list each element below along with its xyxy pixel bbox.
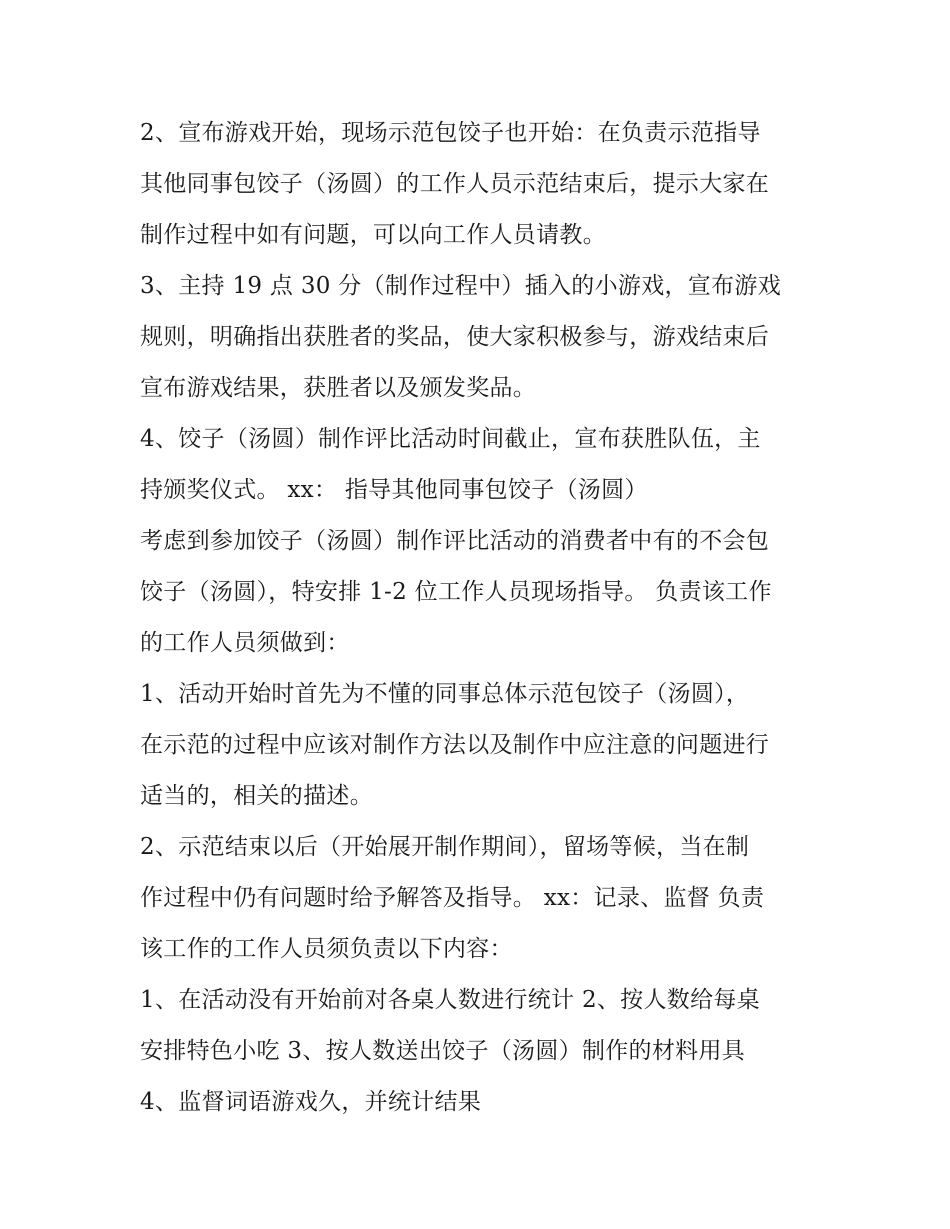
text-line: 作过程中仍有问题时给予解答及指导。 xx：记录、监督 负责 (140, 885, 765, 911)
text-line: 规则，明确指出获胜者的奖品，使大家积极参与，游戏结束后 (140, 324, 770, 350)
text-line: 适当的，相关的描述。 (140, 783, 373, 809)
text-line: 制作过程中如有问题，可以向工作人员请教。 (140, 222, 606, 248)
text-line: 的工作人员须做到： (140, 630, 350, 656)
text-line: 宣布游戏结果，获胜者以及颁发奖品。 (140, 375, 537, 401)
text-line: 2、示范结束以后（开始展开制作期间），留场等候，当在制 (140, 834, 750, 860)
text-line: 饺子（汤圆），特安排 1-2 位工作人员现场指导。 负责该工作 (140, 579, 772, 605)
text-line: 3、主持 19 点 30 分（制作过程中）插入的小游戏，宣布游戏 (140, 273, 782, 299)
text-line: 持颁奖仪式。 xx： 指导其他同事包饺子（汤圆） (140, 477, 648, 503)
text-line: 4、监督词语游戏久，并统计结果 (140, 1089, 482, 1115)
text-line: 1、在活动没有开始前对各桌人数进行统计 2、按人数给每桌 (140, 987, 760, 1013)
text-line: 1、活动开始时首先为不懂的同事总体示范包饺子（汤圆）， (140, 681, 750, 707)
text-line: 其他同事包饺子（汤圆）的工作人员示范结束后，提示大家在 (140, 171, 770, 197)
text-line: 在示范的过程中应该对制作方法以及制作中应注意的问题进行 (140, 732, 770, 758)
text-line: 考虑到参加饺子（汤圆）制作评比活动的消费者中有的不会包 (140, 528, 770, 554)
text-line: 4、饺子（汤圆）制作评比活动时间截止，宣布获胜队伍，主 (140, 426, 761, 452)
text-line: 安排特色小吃 3、按人数送出饺子（汤圆）制作的材料用具 (140, 1038, 746, 1064)
text-line: 该工作的工作人员须负责以下内容： (140, 936, 513, 962)
text-line: 2、宣布游戏开始，现场示范包饺子也开始：在负责示范指导 (140, 120, 761, 146)
document-body (140, 108, 820, 1128)
